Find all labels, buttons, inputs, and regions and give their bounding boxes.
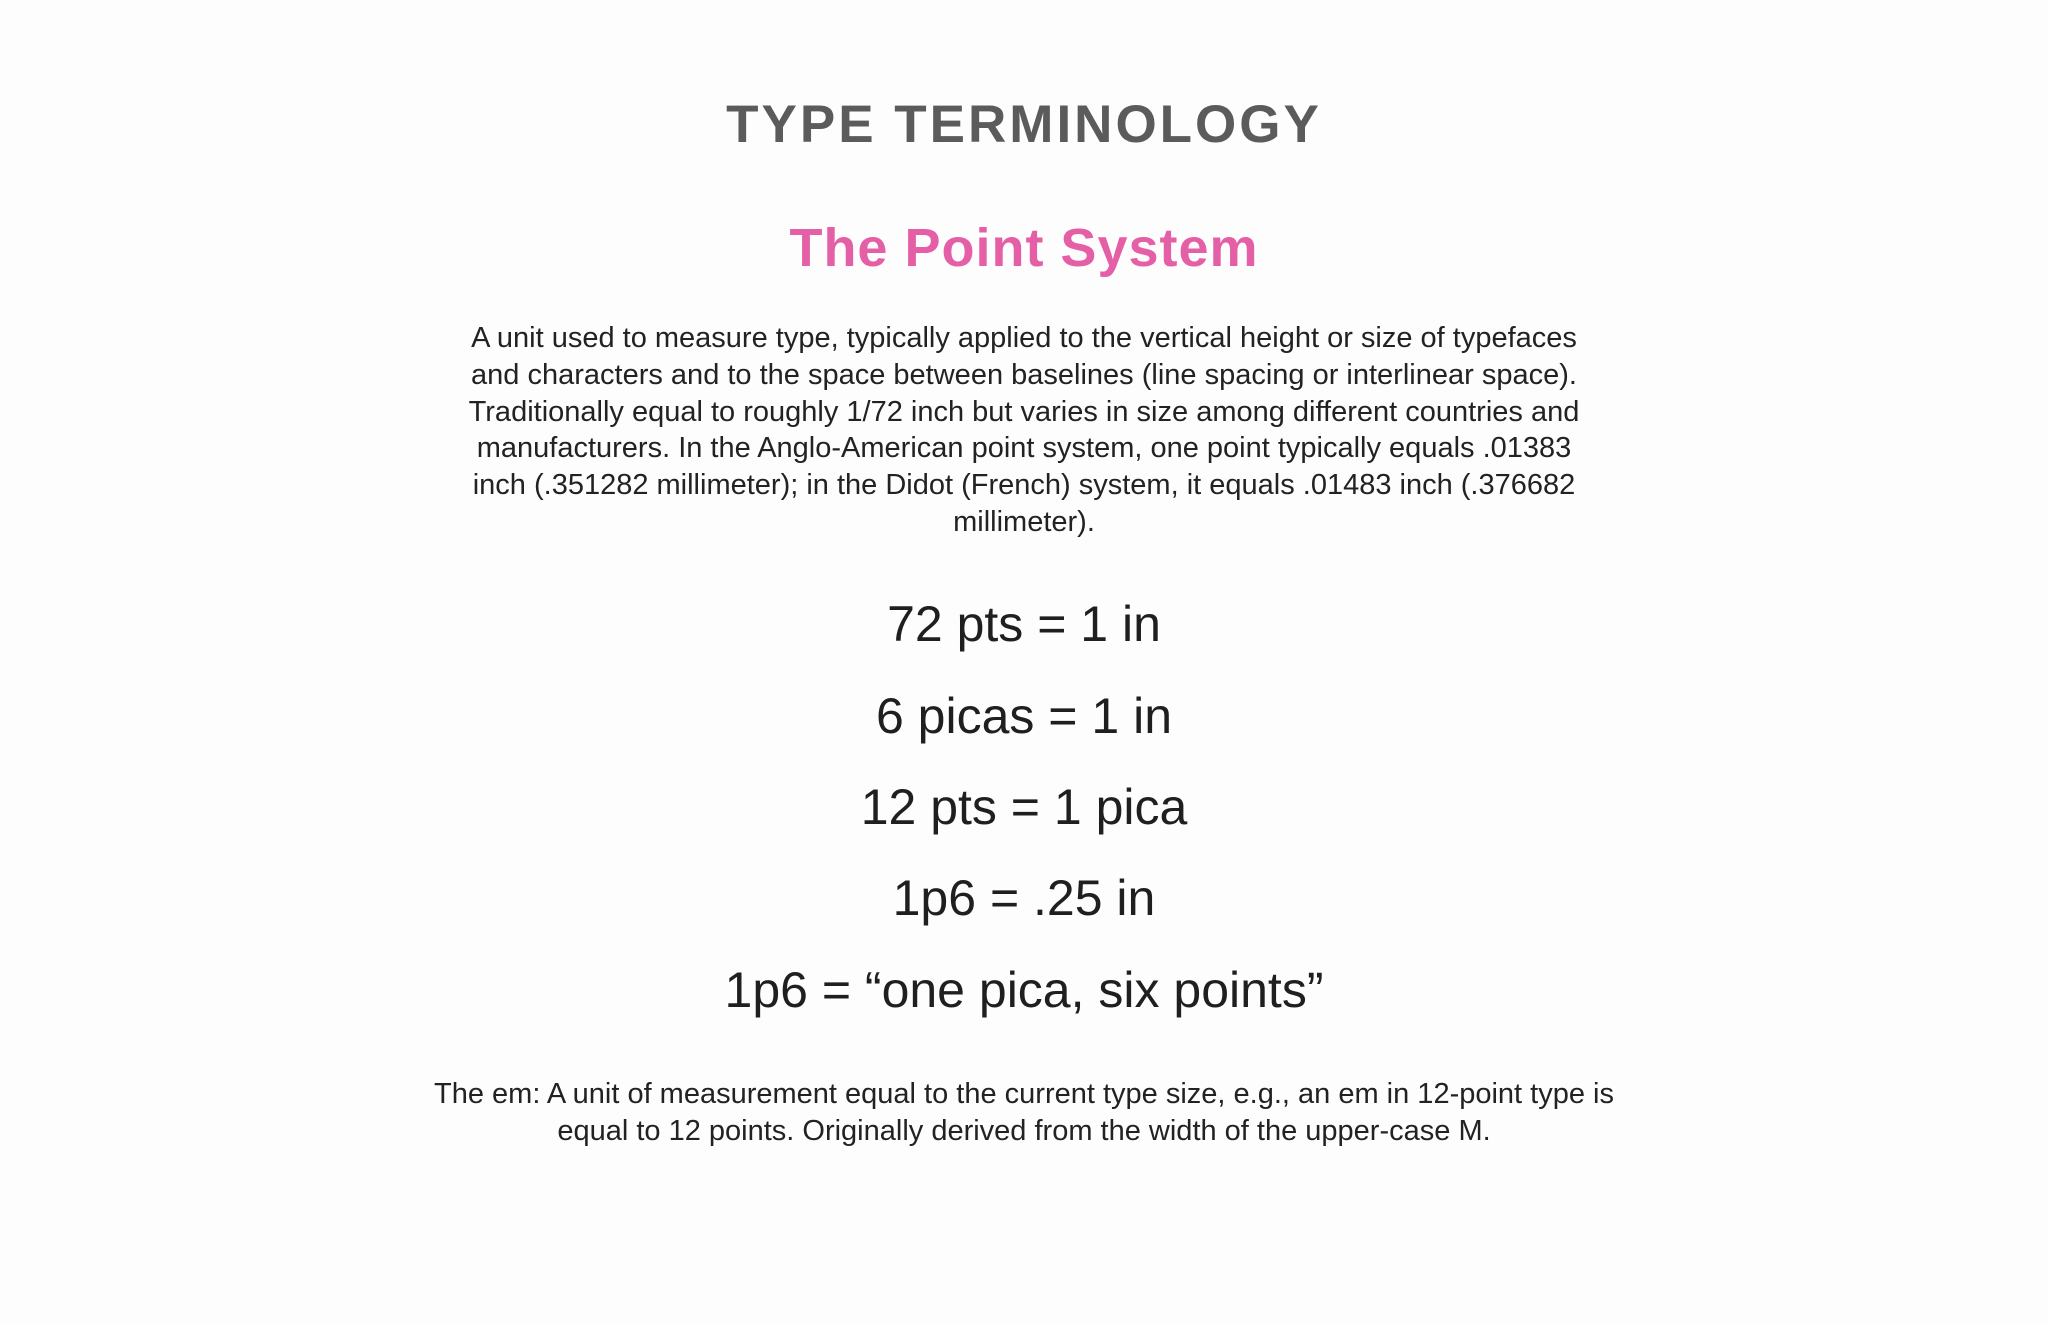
em-definition-note: The em: A unit of measurement equal to the current type size, e.g., an em in 12-point type is equal to 12 points. Originally derived from the width of the upper-case M.: [434, 1078, 1614, 1147]
equation-line: 72 pts = 1 in: [887, 596, 1161, 652]
equation-line: 1p6 = .25 in: [892, 870, 1156, 926]
equation-line: 6 picas = 1 in: [875, 688, 1173, 744]
equation-line: 1p6 = “one pica, six points”: [724, 962, 1324, 1018]
slide-title: The Point System: [789, 218, 1259, 278]
equation-line: 12 pts = 1 pica: [860, 779, 1188, 835]
definition-paragraph: A unit used to measure type, typically applied to the vertical height or size of typefaces and characters and to the space between baselines (line spacing or interlinear space). Traditionally equal to roughly 1/72 inch but varies in size among different countries and manufacturers. In the Anglo-American point system, one point typically equals .01383 inch (.351282 millimeter); in the Didot (French) system, it equals .01483 inch (.376682 millimeter).: [468, 322, 1580, 538]
section-heading: TYPE TERMINOLOGY: [726, 95, 1322, 154]
